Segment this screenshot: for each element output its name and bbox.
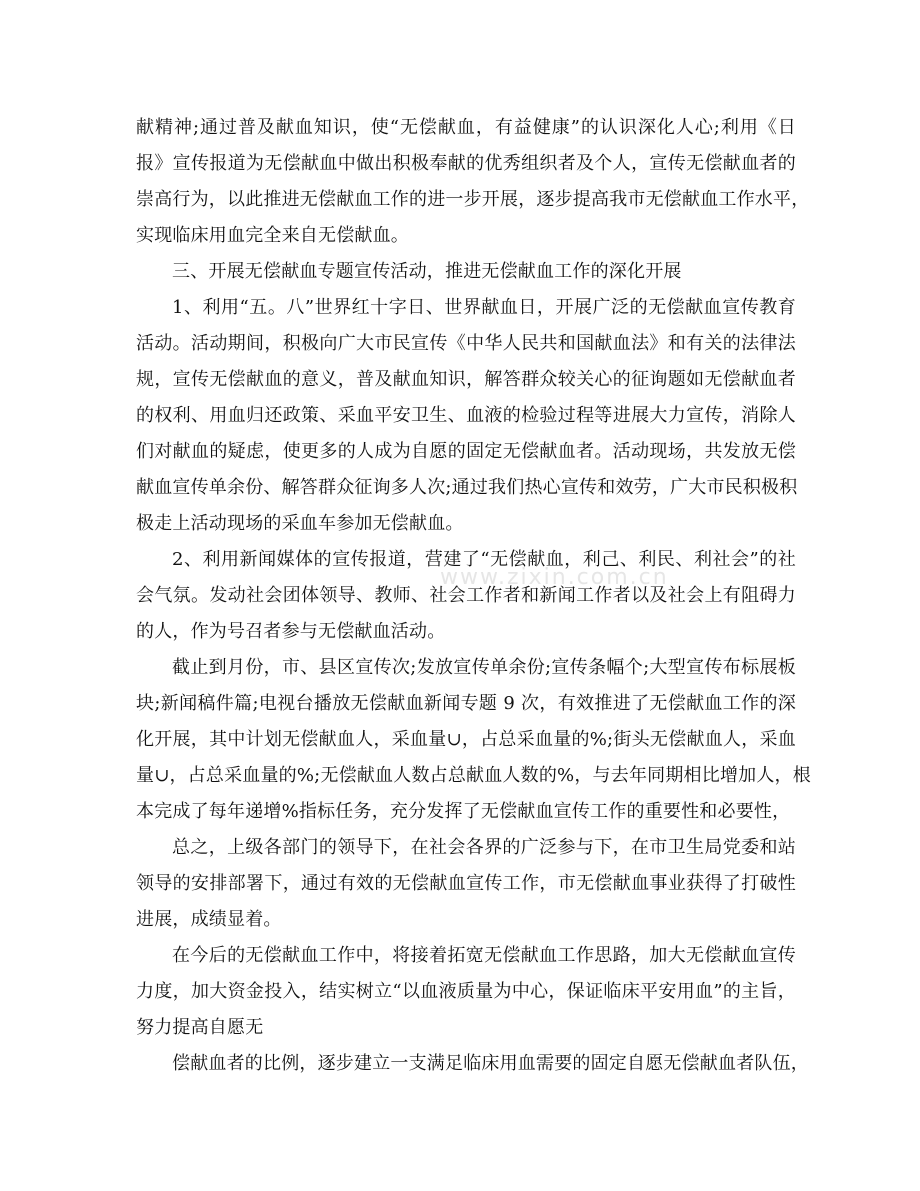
paragraph-line: 1、利用“五。八”世界红十字日、世界献血日，开展广泛的无偿献血宣传教育 — [172, 297, 796, 318]
paragraph-line: 截止到月份，市、县区宣传次;发放宣传单余份;宣传条幅个;大型宣传布标展板 — [172, 657, 796, 678]
paragraph-line: 块;新闻稿件篇;电视台播放无偿献血新闻专题 9 次，有效推进了无偿献血工作的深 — [136, 693, 796, 714]
paragraph-line: 进展，成绩显着。 — [136, 909, 282, 930]
paragraph-line: 总之，上级各部门的领导下，在社会各界的广泛参与下，在市卫生局党委和站 — [172, 837, 796, 858]
section-heading: 三、开展无偿献血专题宣传活动，推进无偿献血工作的深化开展 — [172, 261, 682, 282]
paragraph-line: 化开展，其中计划无偿献血人，采血量∪，占总采血量的%;街头无偿献血人，采血 — [136, 729, 796, 750]
paragraph-line: 实现临床用血完全来自无偿献血。 — [136, 225, 409, 246]
paragraph-line: 会气氛。发动社会团体领导、教师、社会工作者和新闻工作者以及社会上有阻碍力 — [136, 585, 796, 606]
paragraph-line: 的人，作为号召者参与无偿献血活动。 — [136, 621, 446, 642]
paragraph-line: 量∪，占总采血量的%;无偿献血人数占总献血人数的%，与去年同期相比增加人，根 — [136, 765, 811, 786]
watermark: www.zixin.com.cn — [440, 565, 669, 590]
paragraph-line: 献精神;通过普及献血知识，使“无偿献血，有益健康”的认识深化人心;利用《日 — [136, 117, 796, 138]
paragraph-line: 们对献血的疑虑，使更多的人成为自愿的固定无偿献血者。活动现场，共发放无偿 — [136, 441, 796, 462]
paragraph-line: 本完成了每年递增%指标任务，充分发挥了无偿献血宣传工作的重要性和必要性， — [136, 801, 791, 822]
paragraph-line: 规，宣传无偿献血的意义，普及献血知识，解答群众较关心的征询题如无偿献血者 — [136, 369, 796, 390]
paragraph-line: 2、利用新闻媒体的宣传报道，营建了“无偿献血，利己、利民、利社会”的社 — [172, 549, 796, 570]
paragraph-line: 领导的安排部署下，通过有效的无偿献血宣传工作，市无偿献血事业获得了打破性 — [136, 873, 796, 894]
paragraph-line: 极走上活动现场的采血车参加无偿献血。 — [136, 513, 464, 534]
paragraph-line: 崇高行为，以此推进无偿献血工作的进一步开展，逐步提高我市无偿献血工作水平， — [136, 189, 810, 210]
paragraph-line: 在今后的无偿献血工作中，将接着拓宽无偿献血工作思路，加大无偿献血宣传 — [172, 945, 796, 966]
paragraph-line: 力度，加大资金投入，结实树立“以血液质量为中心，保证临床平安用血”的主旨， — [136, 981, 796, 1002]
paragraph-line: 努力提高自愿无 — [136, 1017, 264, 1038]
paragraph-line: 报》宣传报道为无偿献血中做出积极奉献的优秀组织者及个人，宣传无偿献血者的 — [136, 153, 796, 174]
paragraph-line: 献血宣传单余份、解答群众征询多人次;通过我们热心宣传和效劳，广大市民积极积 — [136, 477, 798, 498]
paragraph-line: 偿献血者的比例，逐步建立一支满足临床用血需要的固定自愿无偿献血者队伍， — [172, 1053, 809, 1074]
paragraph-line: 活动。活动期间，积极向广大市民宣传《中华人民共和国献血法》和有关的法律法 — [136, 333, 796, 354]
paragraph-line: 的权利、用血归还政策、采血平安卫生、血液的检验过程等进展大力宣传，消除人 — [136, 405, 796, 426]
